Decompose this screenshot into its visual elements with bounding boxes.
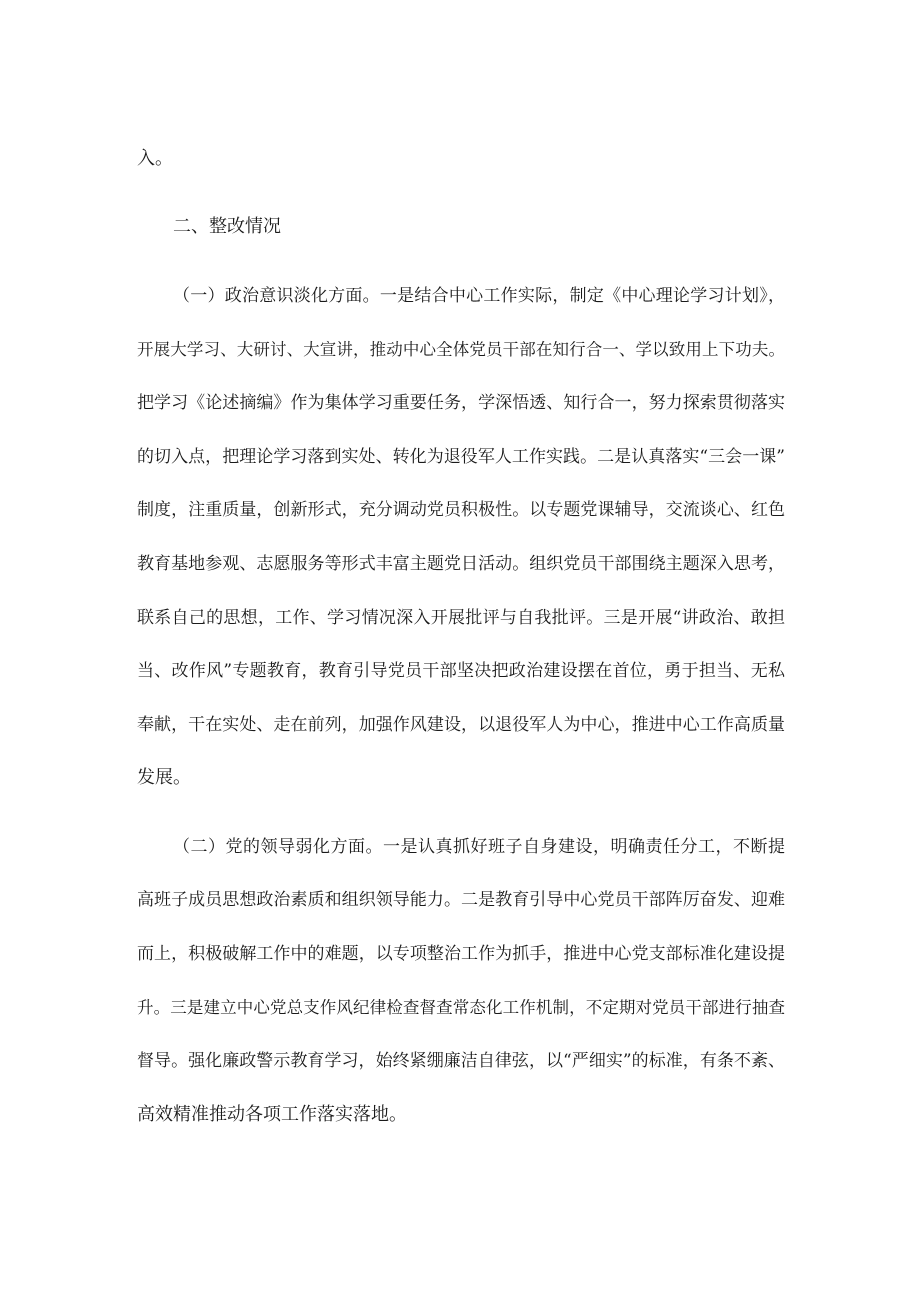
paragraph-line: （一）政治意识淡化方面。一是结合中心工作实际，制定《中心理论学习计划》， <box>173 286 785 306</box>
paragraph-line: 督导。强化廉政警示教育学习，始终紧绷廉洁自律弦，以“严细实”的标准，有条不紊、 <box>137 1051 785 1071</box>
paragraph-line: 奉献，干在实处、走在前列，加强作风建设，以退役军人为中心，推进中心工作高质量 <box>137 715 785 735</box>
paragraph-line: 当、改作风”专题教育，教育引导党员干部坚决把政治建设摆在首位，勇于担当、无私 <box>137 661 785 681</box>
paragraph-line: 的切入点，把理论学习落到实处、转化为退役军人工作实践。二是认真落实“三会一课” <box>137 447 785 467</box>
paragraph-line: 升。三是建立中心党总支作风纪律检查督查常态化工作机制，不定期对党员干部进行抽查 <box>137 998 785 1017</box>
paragraph-line: 而上，积极破解工作中的难题，以专项整治工作为抓手，推进中心党支部标准化建设提 <box>137 944 785 964</box>
paragraph-line: 高效精准推动各项工作落实落地。 <box>137 1104 407 1125</box>
paragraph-line: 制度，注重质量，创新形式，充分调动党员积极性。以专题党课辅导，交流谈心、红色 <box>137 500 785 520</box>
paragraph-line: 开展大学习、大研讨、大宣讲，推动中心全体党员干部在知行合一、学以致用上下功夫。 <box>137 340 785 359</box>
paragraph-line: 高班子成员思想政治素质和组织领导能力。二是教育引导中心党员干部阵厉奋发、迎难 <box>137 890 785 910</box>
paragraph-line: （二）党的领导弱化方面。一是认真抓好班子自身建设，明确责任分工，不断提 <box>173 837 785 857</box>
paragraph-line: 教育基地参观、志愿服务等形式丰富主题党日活动。组织党员干部围绕主题深入思考， <box>137 554 785 574</box>
section-heading: 二、整改情况 <box>173 216 281 237</box>
continuation-text: 入。 <box>137 148 173 169</box>
paragraph-line: 把学习《论述摘编》作为集体学习重要任务，学深悟透、知行合一，努力探索贯彻落实 <box>137 393 785 413</box>
paragraph-line: 发展。 <box>137 767 191 788</box>
paragraph-line: 联系自己的思想，工作、学习情况深入开展批评与自我批评。三是开展“讲政治、敢担 <box>137 608 785 628</box>
